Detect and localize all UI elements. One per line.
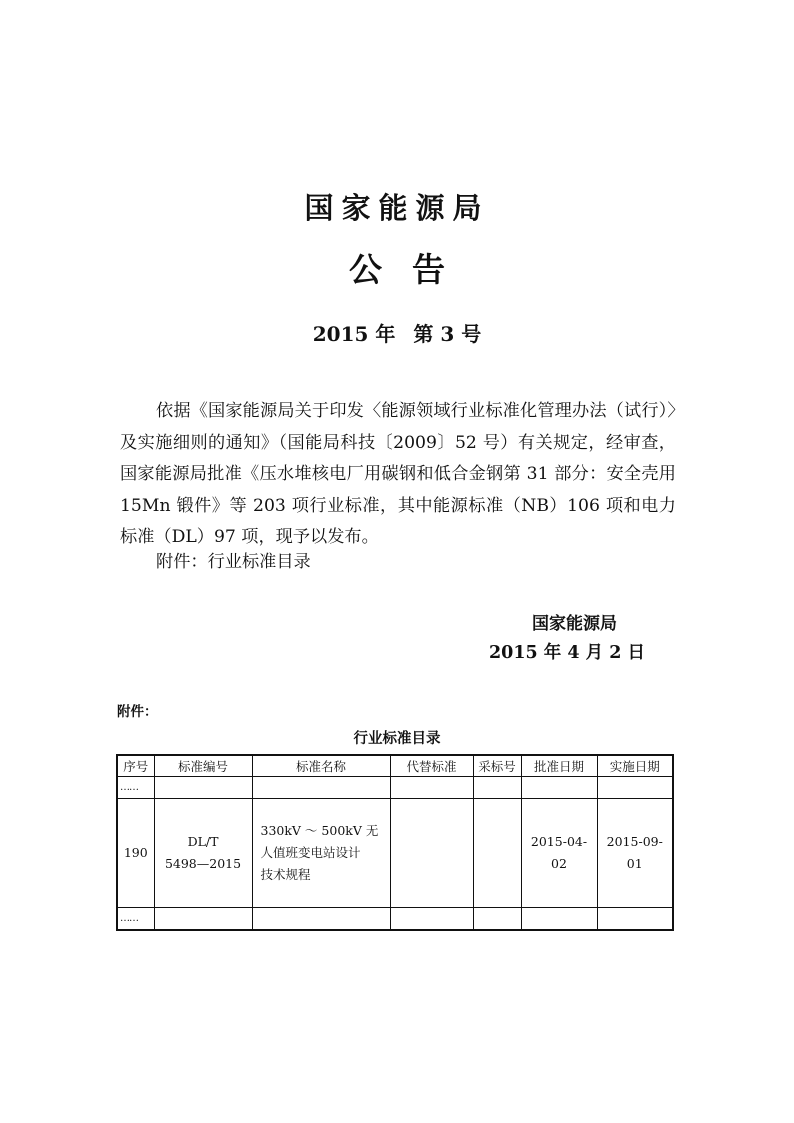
ellipsis-cell: ……: [117, 908, 154, 931]
announcement-paragraph: 依据《国家能源局关于印发〈能源领域行业标准化管理办法（试行）〉及实施细则的通知》（国能局科技〔2009〕52 号）有关规定，经审查，国家能源局批准《压水堆核电厂用碳钢和低合金钢第 31 部分：安全壳用 15Mn 锻件》等 203 项行业标准，其中能源标准（NB）106 项和电力标准（DL）97 项，现予以发布。: [120, 401, 676, 547]
issuer-title: 国家能源局: [304, 191, 490, 225]
document-type-title: 公告: [349, 250, 475, 289]
col-header-number: 标准编号: [154, 755, 252, 777]
number-line: DL/T: [187, 834, 219, 849]
table-row: [117, 799, 673, 908]
attachment-label: 附件：: [117, 704, 158, 720]
name-line: 330kV ～ 500kV 无: [260, 823, 379, 838]
cell-seq: 190: [117, 799, 154, 908]
cell-number: [154, 799, 252, 908]
name-line: 人值班变电站设计: [260, 845, 361, 860]
signature-date: 2015 年 4 月 2 日: [489, 643, 646, 663]
issue-number: [0, 318, 794, 347]
table-row: [117, 908, 673, 931]
issue-no: 第 3 号: [413, 322, 482, 346]
col-header-seq: 序号: [117, 755, 154, 777]
number-line: 5498—2015: [164, 856, 242, 871]
col-header-approved: 批准日期: [521, 755, 597, 777]
ellipsis-cell: ……: [117, 777, 154, 799]
name-line: 技术规程: [260, 867, 311, 882]
table-title: 行业标准目录: [353, 731, 441, 747]
table-header-row: [117, 755, 673, 777]
signature-org: 国家能源局: [532, 614, 617, 634]
cell-replaces: [390, 799, 473, 908]
col-header-adopted: 采标号: [473, 755, 521, 777]
col-header-effective: 实施日期: [597, 755, 673, 777]
issue-year: 2015 年: [312, 322, 396, 346]
cell-adopted: [473, 799, 521, 908]
cell-approved: 2015-04-02: [521, 799, 597, 908]
announcement-body: [120, 396, 676, 554]
table-row: [117, 777, 673, 799]
col-header-name: 标准名称: [252, 755, 390, 777]
cell-name: [252, 799, 390, 908]
attachment-reference: 附件：行业标准目录: [156, 552, 311, 572]
col-header-replaces: 代替标准: [390, 755, 473, 777]
cell-effective: 2015-09-01: [597, 799, 673, 908]
standards-table: [116, 754, 674, 931]
